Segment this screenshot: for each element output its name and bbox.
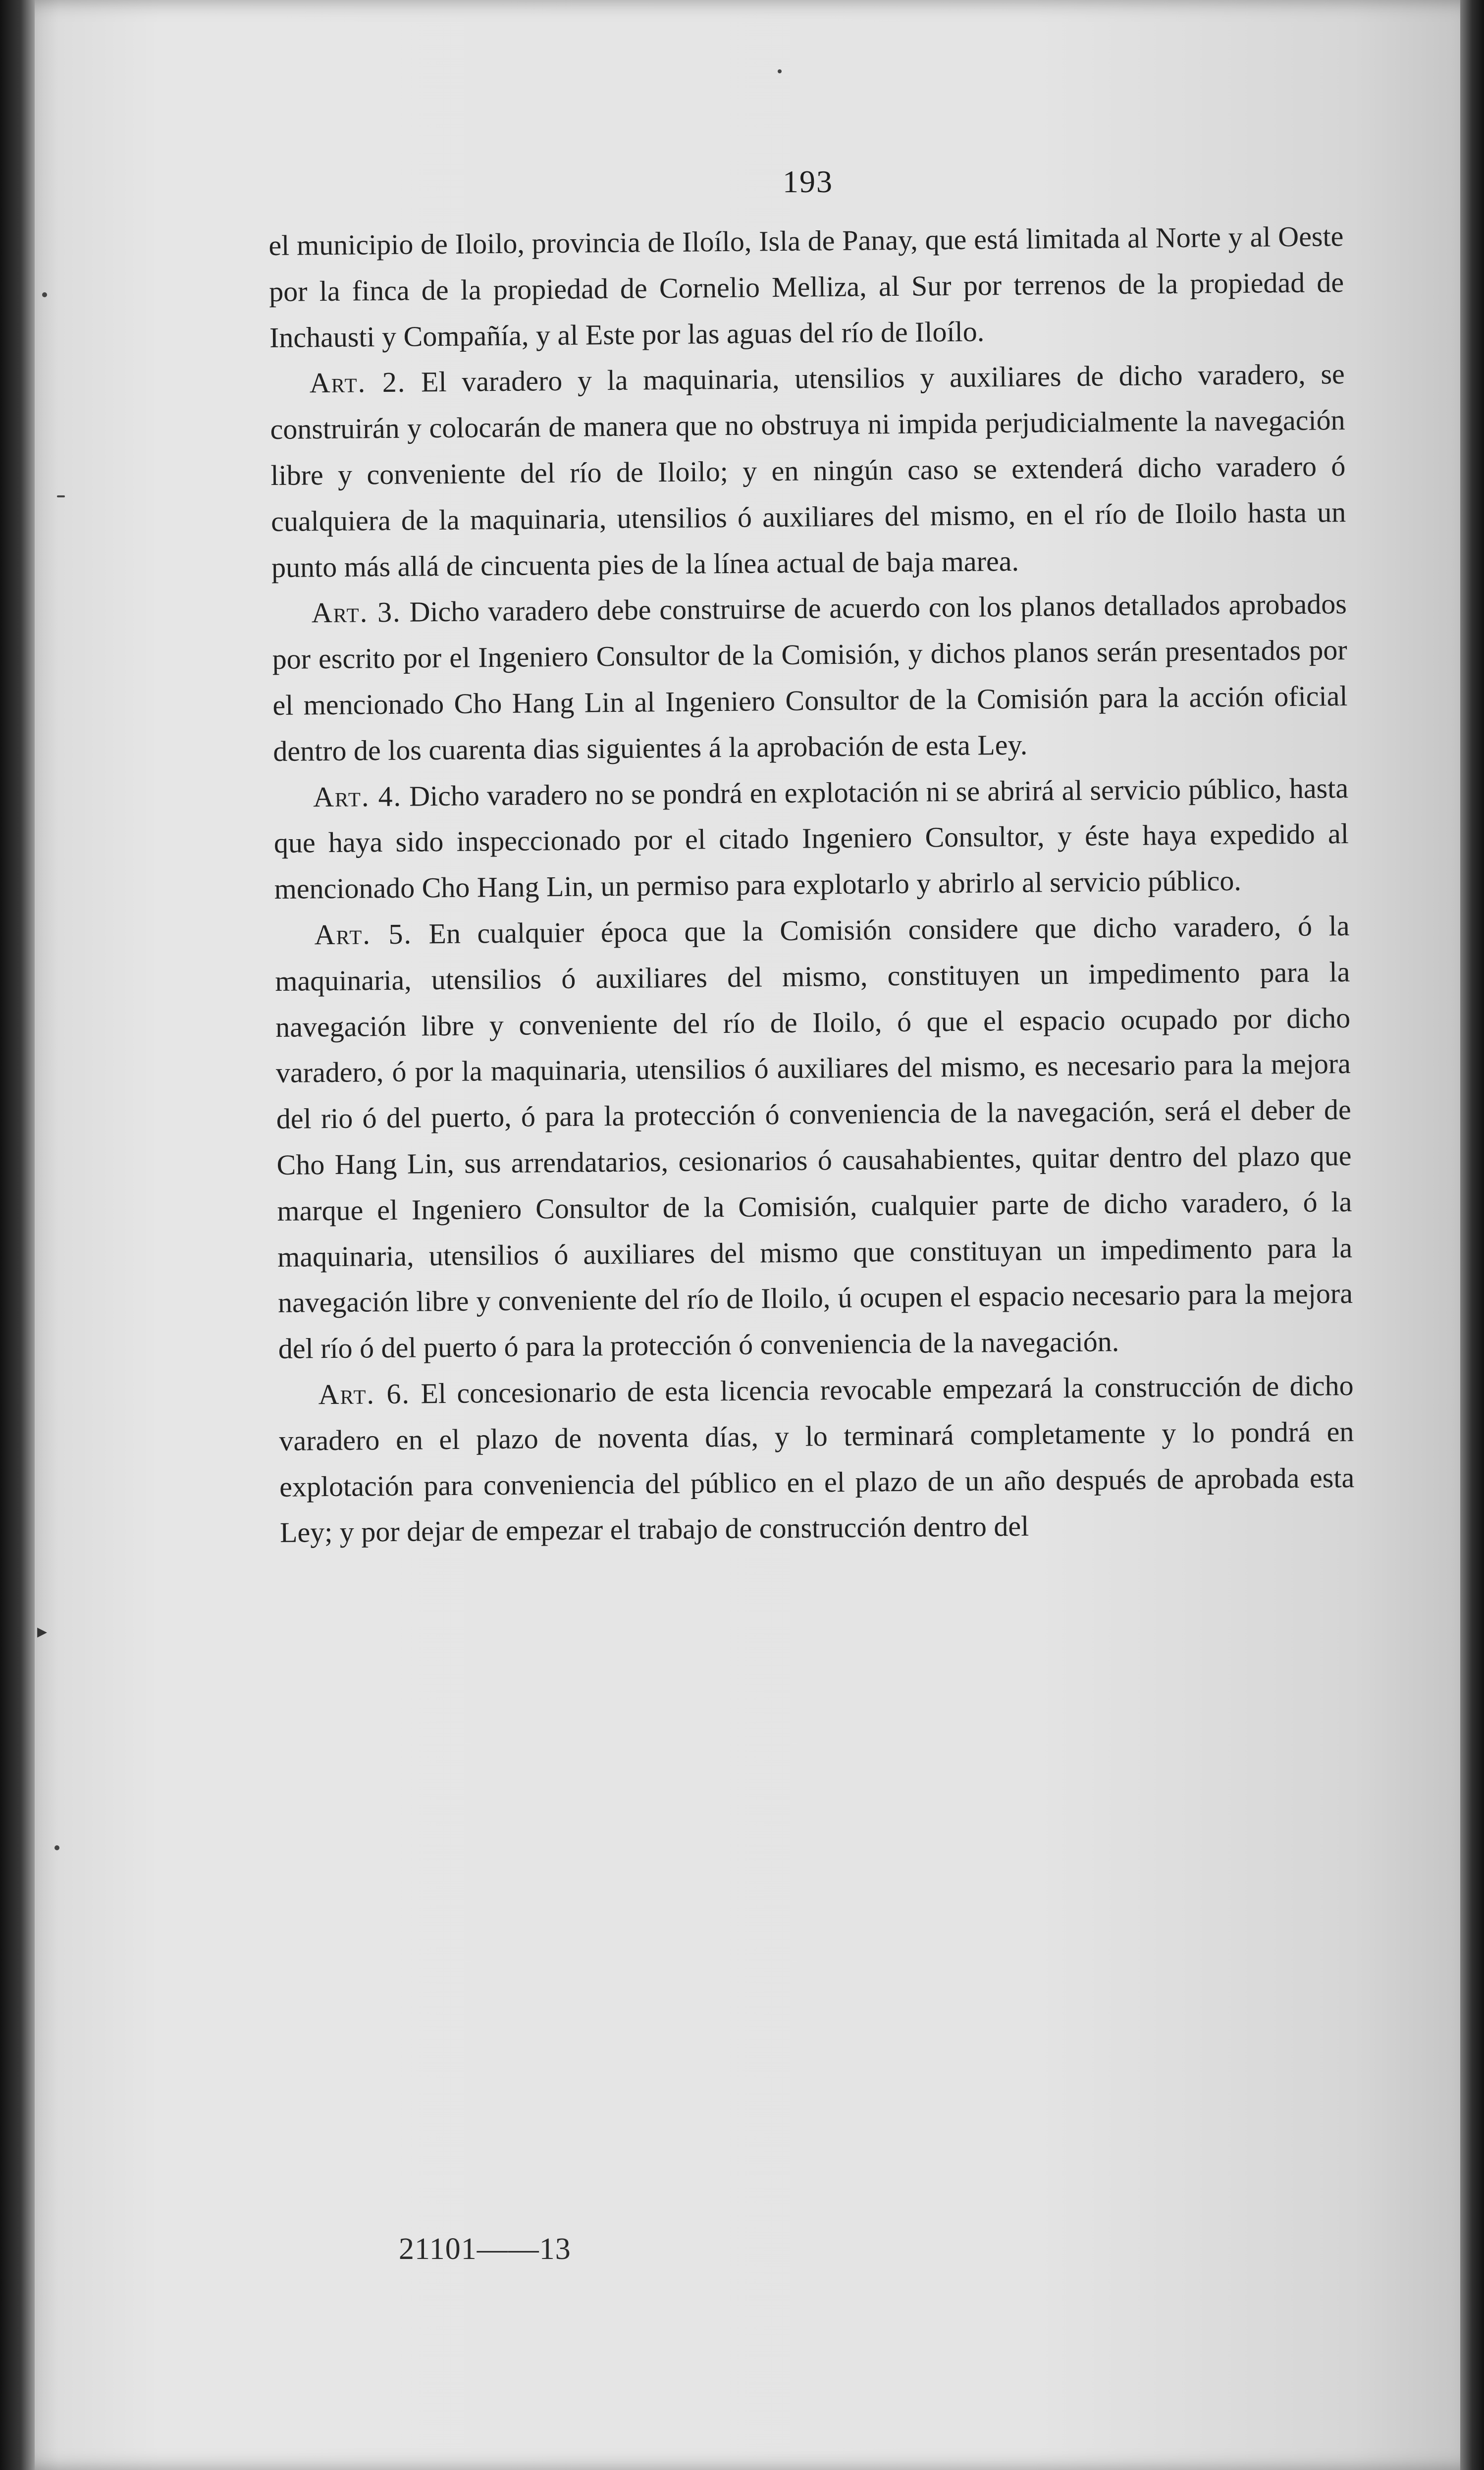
article-5	[274, 903, 1353, 1372]
scan-left-border	[0, 0, 35, 2470]
article-label: Art. 2.	[309, 366, 406, 399]
margin-arrow-mark: ▸	[37, 1620, 48, 1643]
article-label: Art. 4.	[313, 780, 402, 813]
paper-speck	[778, 69, 782, 73]
article-2	[269, 351, 1346, 591]
article-label: Art. 3.	[311, 596, 401, 629]
scan-right-border	[1460, 0, 1484, 2470]
paper-sheet	[15, 0, 1469, 2470]
article-label: Art. 5.	[314, 917, 413, 951]
article-text: Dicho varadero debe construirse de acuerdo con los planos detallados aprobados por escrito por el Ingeniero Consultor de la Comisión, y dichos planos serán presentados por el mencionado Cho Hang Lin al Ingeniero Consultor de la Comisión para la acción oficial dentro de los cuarenta dias siguientes á la aprobación de esta Ley.	[272, 588, 1348, 767]
margin-dash	[57, 495, 65, 497]
printer-signature: 21101——13	[399, 2232, 571, 2266]
article-4	[273, 765, 1349, 913]
article-text: El concesionario de esta licencia revocable empezará la construcción de dicho varadero en el plazo de noventa días, y lo terminará completamente y lo pondrá en explotación para conveniencia del público en el plazo de un año después de aprobada esta Ley; y por dejar de empezar el trabajo de construcción dentro del	[279, 1369, 1355, 1549]
body-text	[268, 214, 1355, 1556]
article-text: Dicho varadero no se pondrá en explotación ni se abrirá al servicio público, hasta que haya sido inspeccionado por el citado Ingeniero Consultor, y éste haya expedido al mencionado Cho Hang Lin, un permiso para explotarlo y abrirlo al servicio público.	[273, 771, 1349, 906]
margin-speck	[42, 292, 47, 297]
article-label: Art. 6.	[318, 1377, 411, 1411]
paragraph-continuation	[268, 214, 1344, 361]
article-6	[278, 1363, 1355, 1556]
article-3	[271, 581, 1348, 774]
article-text: El varadero y la maquinaria, utensilios y auxiliares de dicho varadero, se construirán y colocarán de manera que no obstruya ni impida perjudicialmente la navegación libre y conveniente del río de Iloilo; y en ningún caso se extenderá dicho varadero ó cualquiera de la maquinaria, utensilios ó auxiliares del mismo, en el río de Iloilo hasta un punto más allá de cincuenta pies de la línea actual de baja marea.	[270, 358, 1346, 584]
margin-speck	[54, 1845, 59, 1850]
paragraph-text: el municipio de Iloilo, provincia de Iloílo, Isla de Panay, que está limitada al Norte y al Oeste por la finca de la propiedad de Cornelio Melliza, al Sur por terrenos de la propiedad de Inchausti y Compañía, y al Este por las aguas del río de Iloílo.	[268, 220, 1344, 354]
page-number: 193	[783, 164, 833, 199]
article-text: En cualquier época que la Comisión considere que dicho varadero, ó la maquinaria, utensilios ó auxiliares del mismo, constituyen un impedimento para la navegación libre y conveniente del río de Iloilo, ó que el espacio ocupado por dicho varadero, ó por la maquinaria, utensilios ó auxiliares del mismo, es necesario para la mejora del rio ó del puerto, ó para la protección ó conveniencia de la navegación, será el deber de Cho Hang Lin, sus arrendatarios, cesionarios ó causahabientes, quitar dentro del plazo que marque el Ingeniero Consultor de la Comisión, cualquier parte de dicho varadero, ó la maquinaria, utensilios ó auxiliares del mismo que constituyan un impedimento para la navegación libre y conveniente del río de Iloilo, ú ocupen el espacio necesario para la mejora del río ó del puerto ó para la protección ó conveniencia de la navegación.	[275, 909, 1353, 1365]
